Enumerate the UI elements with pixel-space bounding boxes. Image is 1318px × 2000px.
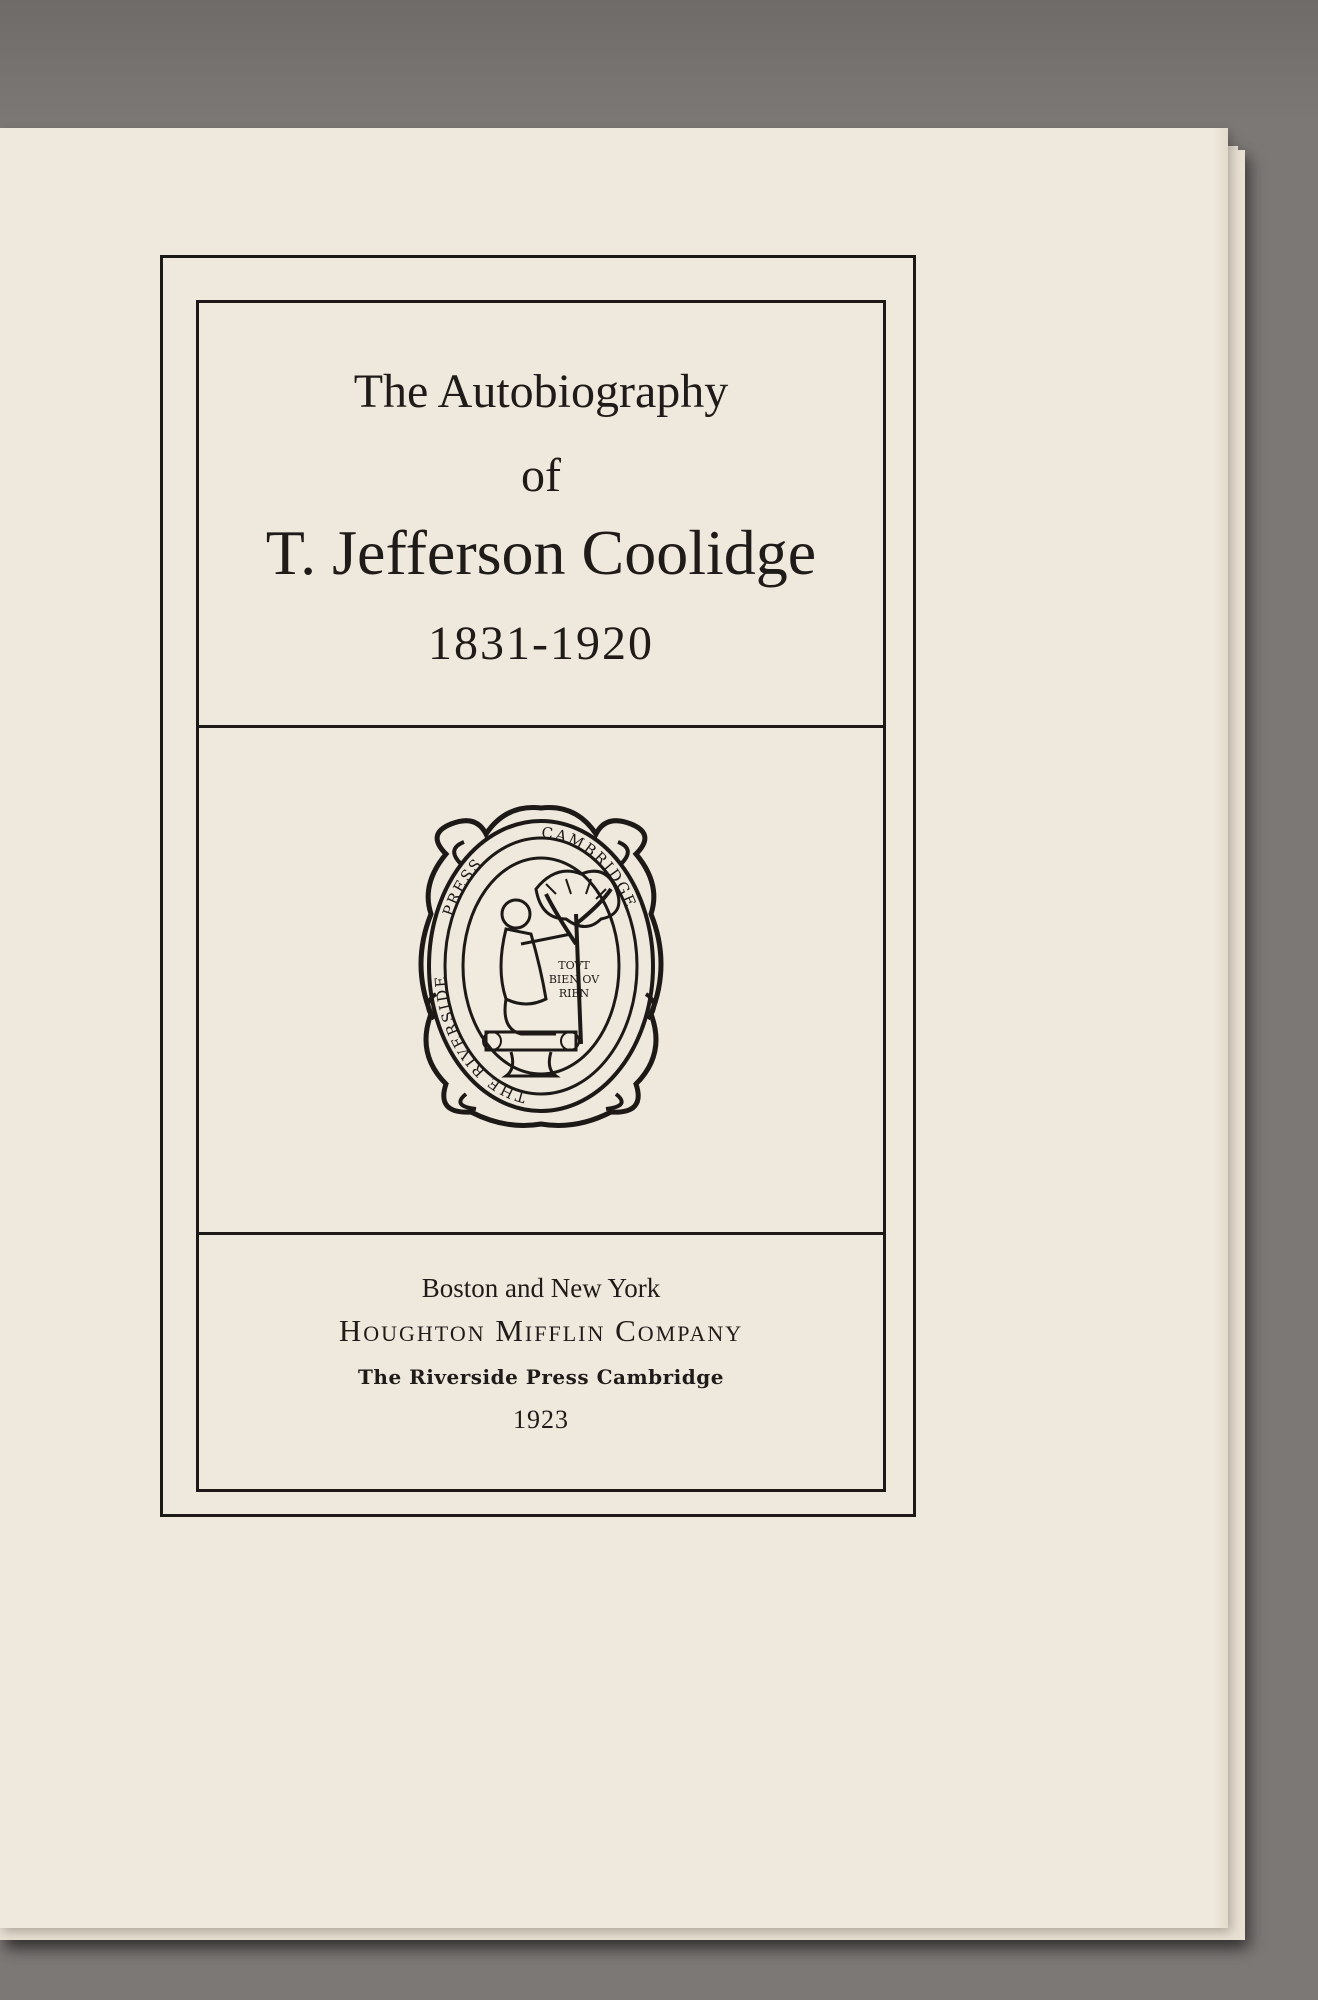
backdrop — [0, 0, 1318, 130]
device-motto-1: TOVT — [558, 959, 590, 972]
riverside-press-device-icon — [406, 794, 676, 1134]
printers-device — [196, 728, 886, 1232]
imprint-publisher: Houghton Mifflin Company — [338, 1313, 744, 1348]
device-ring-top: PRESS — [439, 854, 487, 919]
title-main: The Autobiography — [353, 365, 729, 418]
device-ring-left: THE RIVERSIDE — [431, 973, 529, 1107]
title-block — [196, 300, 886, 725]
device-motto-3: RIEN — [558, 987, 590, 1000]
device-ring-right: CAMBRIDGE — [540, 823, 641, 911]
title-author: T. Jefferson Coolidge — [265, 517, 817, 588]
imprint-block — [196, 1235, 886, 1492]
title-dates: 1831-1920 — [428, 617, 654, 670]
title-of: of — [521, 449, 561, 502]
page-edge — [1214, 128, 1228, 1928]
device-motto-2: BIEN OV — [548, 973, 600, 986]
imprint-place: Boston and New York — [421, 1273, 661, 1303]
imprint-year: 1923 — [513, 1405, 569, 1434]
imprint-press: The Riverside Press Cambridge — [358, 1365, 724, 1389]
